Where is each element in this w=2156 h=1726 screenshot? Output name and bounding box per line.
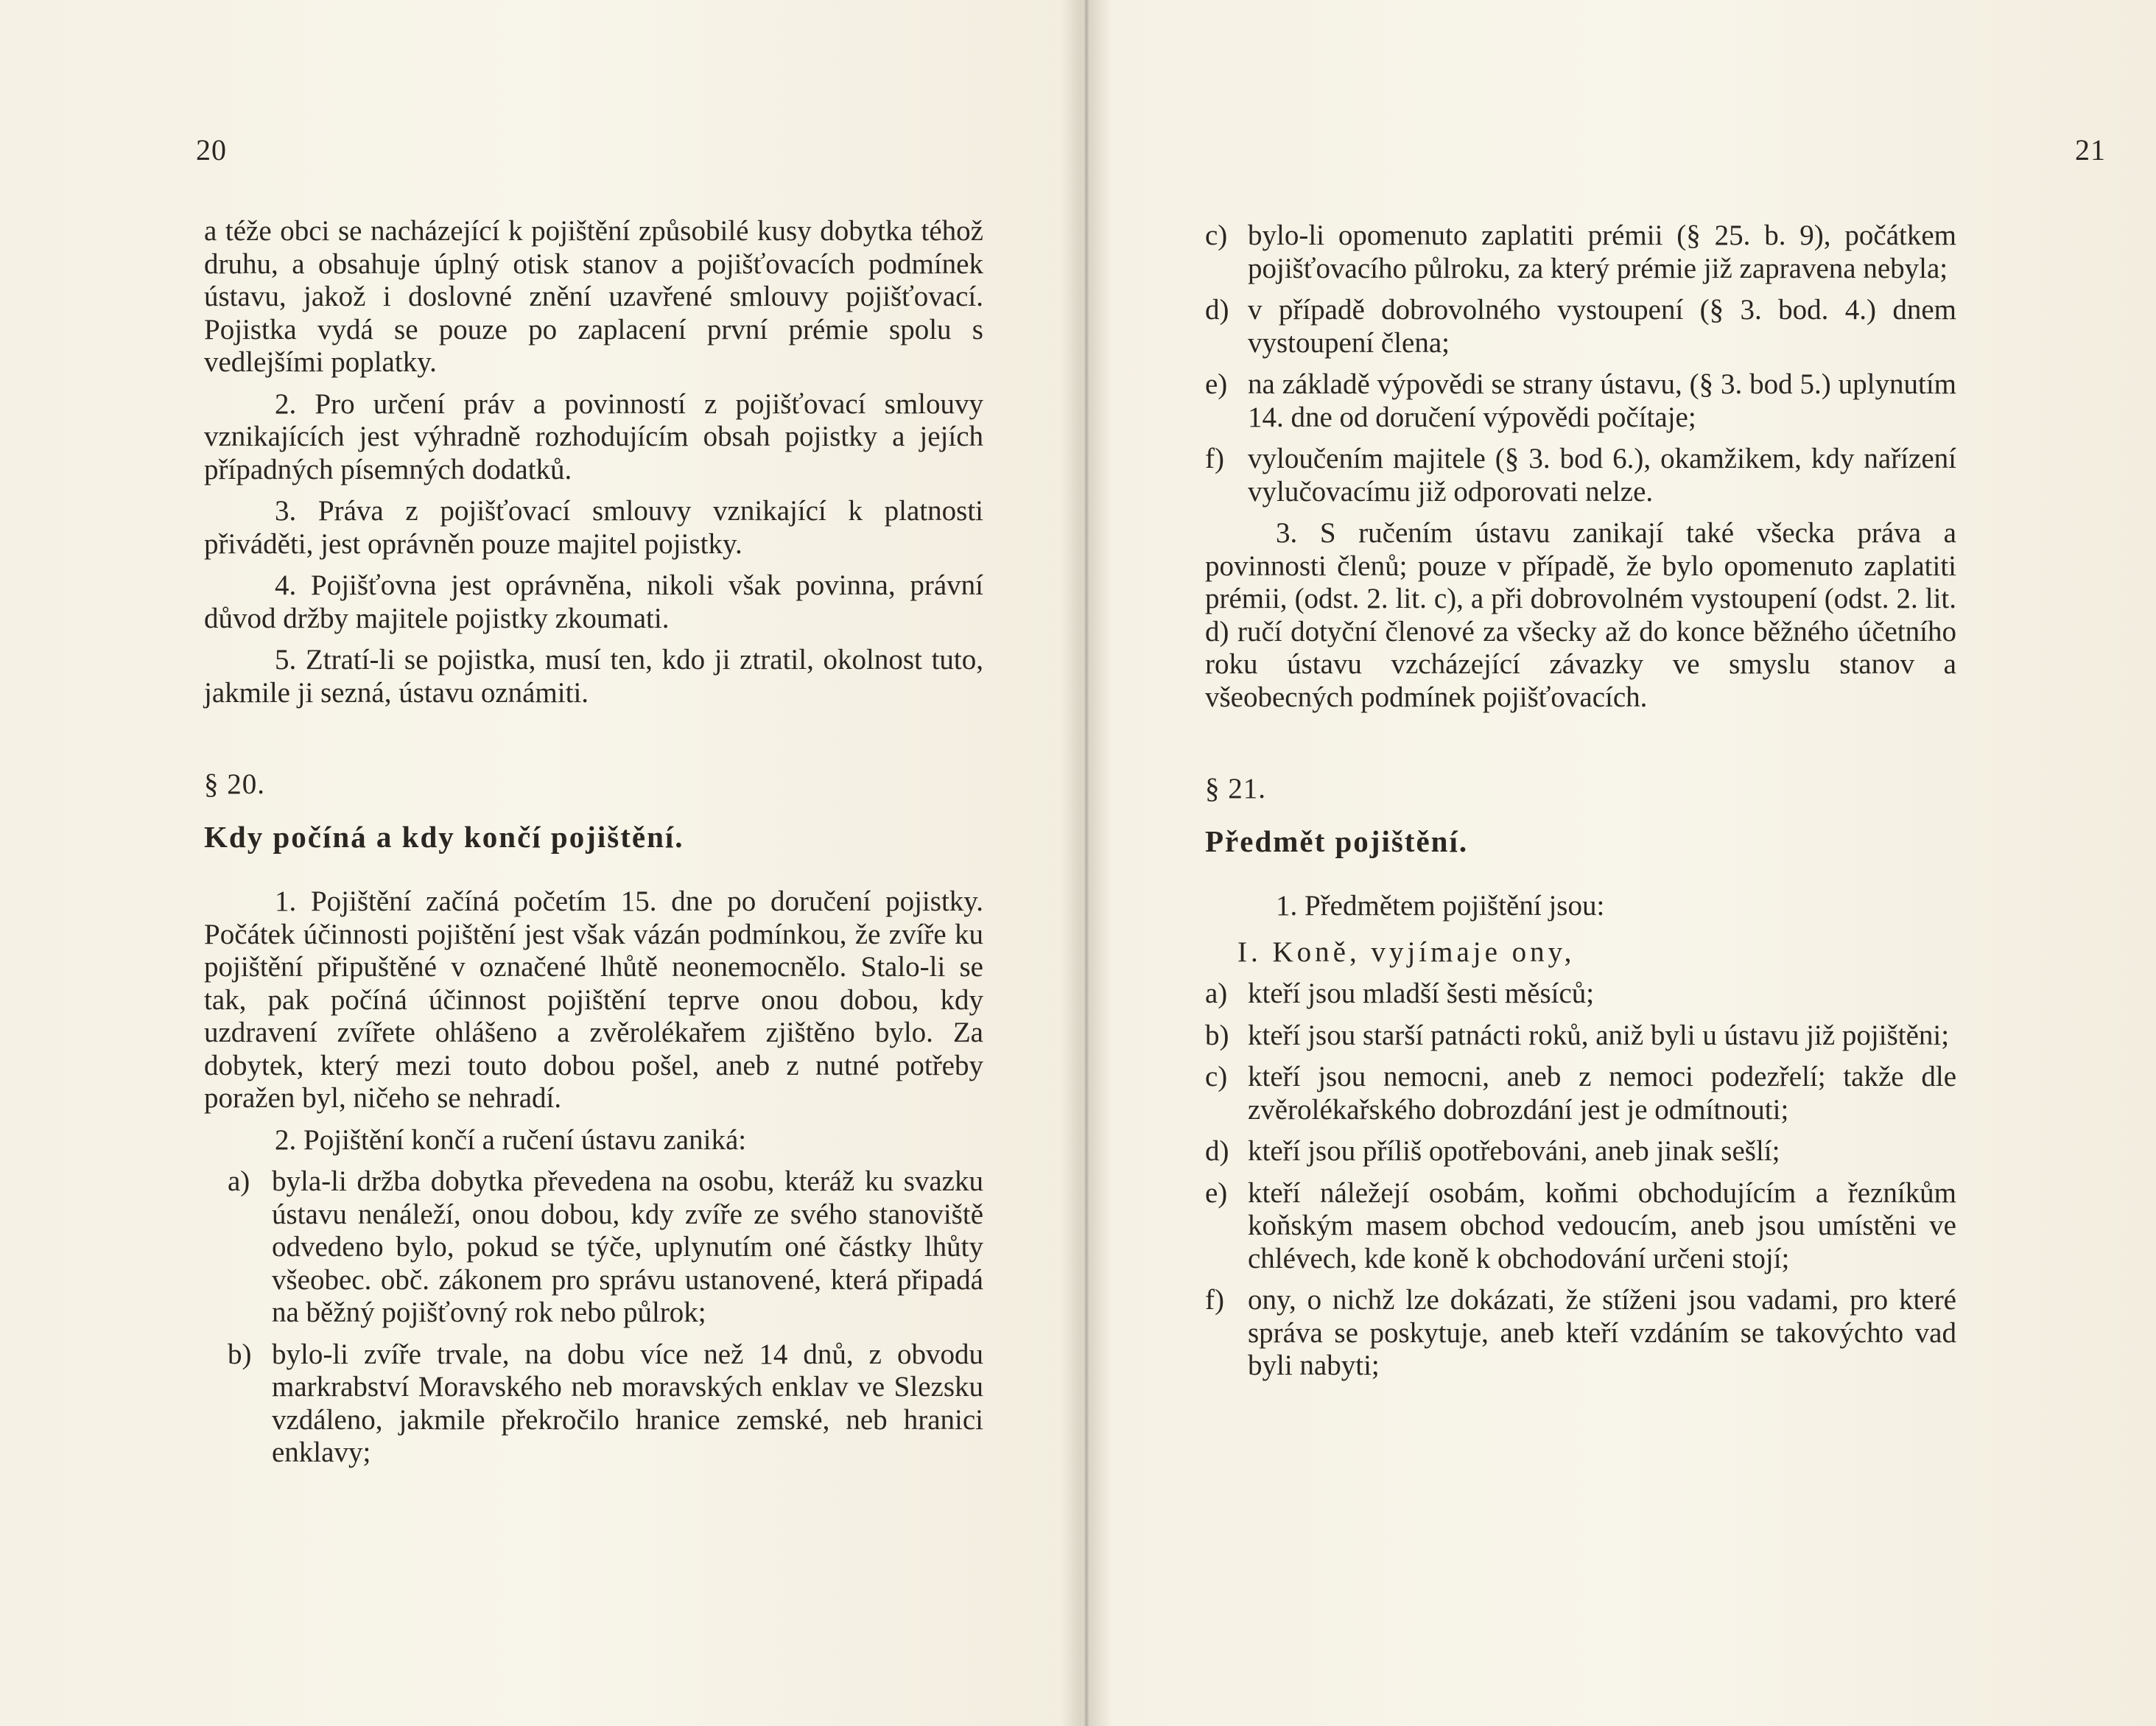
page-number-right: 21 xyxy=(2075,133,2106,166)
list-item xyxy=(1205,1020,1956,1053)
list-marker: a) xyxy=(1205,978,1228,1009)
list-marker: b) xyxy=(228,1338,252,1370)
section-mark-21: § 21. xyxy=(1205,773,1266,804)
page-right xyxy=(1081,0,2156,1726)
paragraph: 1. Předmětem pojištění jsou: xyxy=(1276,890,1605,922)
list-item xyxy=(204,1165,983,1330)
list-marker: e) xyxy=(1205,368,1228,400)
right-body xyxy=(1205,220,1956,1392)
list-text: na základě výpovědi se strany ústavu, (§ 3. bod 5.) uplynutím 14. dne od doručení výpovědi počítaje; xyxy=(1248,368,1956,433)
list-item xyxy=(204,1339,983,1470)
paragraph: a téže obci se nacházející k pojištění způsobilé kusy dobytka téhož druhu, a obsahuje úplný otisk stanov a pojišťovacích podmínek ústavu, jakož i doslovné znění uzavřené smlouvy pojišťovací. Pojistka vydá se pouze po zaplacení první prémie spolu s vedlejšími poplatky. xyxy=(204,215,983,378)
list-text: bylo-li zvíře trvale, na dobu více než 14 dnů, z obvodu markrabství Moravského neb moravských enklav ve Slezsku vzdáleno, jakmile překročilo hranice zemské, neb hranici enklavy; xyxy=(272,1338,983,1468)
list-text: kteří jsou starší patnácti roků, aniž byli u ústavu již pojištěni; xyxy=(1248,1019,1950,1051)
list-marker: c) xyxy=(1205,1061,1228,1092)
left-body xyxy=(204,215,983,1478)
list-item xyxy=(1205,978,1956,1011)
list-text: bylo-li opomenuto zaplatiti prémii (§ 25. b. 9), počátkem pojišťovacího půlroku, za který prémie již zapravena nebyla; xyxy=(1248,220,1956,284)
roman-heading-text: I. Koně, vyjímaje ony, xyxy=(1237,936,1576,968)
list-marker: f) xyxy=(1205,443,1224,474)
paragraph: 5. Ztratí-li se pojistka, musí ten, kdo ji ztratil, okolnost tuto, jakmile ji sezná, ústavu oznámiti. xyxy=(204,644,983,709)
list-item xyxy=(1205,1061,1956,1126)
list-text: ony, o nichž lze dokázati, že stíženi jsou vadami, pro které správa se poskytuje, aneb kteří vzdáním se takovýchto vad byli nabyti; xyxy=(1248,1284,1956,1381)
paragraph: 3. Práva z pojišťovací smlouvy vznikající k platnosti přiváděti, jest oprávněn pouze majitel pojistky. xyxy=(204,495,983,560)
book-gutter xyxy=(1061,0,1112,1726)
list-text: kteří jsou příliš opotřebováni, aneb jinak sešlí; xyxy=(1248,1135,1780,1167)
list-marker: c) xyxy=(1205,220,1228,251)
list-text: kteří jsou mladší šesti měsíců; xyxy=(1248,978,1595,1009)
list-marker: a) xyxy=(228,1165,250,1197)
list-item xyxy=(1205,368,1956,434)
list-item xyxy=(1205,220,1956,285)
list-text: vyloučením majitele (§ 3. bod 6.), okamžikem, kdy nařízení vylučovacímu již odporovati nelze. xyxy=(1248,443,1956,508)
list-marker: d) xyxy=(1205,1135,1229,1167)
page-number-left: 20 xyxy=(196,133,227,166)
section-title-20: Kdy počíná a kdy končí pojištění. xyxy=(204,819,684,854)
paragraph: 2. Pro určení práv a povinností z pojišťovací smlouvy vznikajících jest výhradně rozhodujícím obsah pojistky a jejích případných písemných dodatků. xyxy=(204,387,983,485)
roman-heading xyxy=(1205,936,1956,969)
list-marker: b) xyxy=(1205,1019,1229,1051)
list-marker: e) xyxy=(1205,1176,1228,1209)
list-marker: f) xyxy=(1205,1284,1224,1316)
list-text: v případě dobrovolného vystoupení (§ 3. bod. 4.) dnem vystoupení člena; xyxy=(1248,294,1956,359)
list-item xyxy=(1205,294,1956,359)
paragraph: 2. Pojištění končí a ručení ústavu zaniká: xyxy=(275,1123,747,1156)
paragraph: 1. Pojištění začíná početím 15. dne po doručení pojistky. Počátek účinnosti pojištění jest však vázán podmínkou, že zvíře ku pojištění připuštěné v označené lhůtě neonemocnělo. Stalo-li se tak, pak počíná účinnost pojištění teprve onou dobou, kdy uzdravení zvířete ohlášeno a zvěrolékařem zjištěno bylo. Za dobytek, který mezi touto dobou pošel, aneb z nutné potřeby poražen byl, ničeho se nehradí. xyxy=(204,885,983,1114)
list-text: kteří náležejí osobám, koňmi obchodujícím a řezníkům koňským masem obchod vedoucím, aneb jsou umístěni ve chlévech, kde koně k obchodování určeni stojí; xyxy=(1248,1176,1956,1274)
list-item xyxy=(1205,1135,1956,1168)
list-marker: d) xyxy=(1205,294,1229,326)
list-item xyxy=(1205,1284,1956,1383)
list-text: byla-li držba dobytka převedena na osobu, kteráž ku svazku ústavu nenáleží, onou dobou, kdy zvíře ze svého stanoviště odvedeno bylo, pokud se týče, uplynutím oné částky lhůty všeobec. obč. zákonem pro správu ustanovené, která připadá na běžný pojišťovný rok nebo půlrok; xyxy=(272,1165,983,1328)
section-mark-20: § 20. xyxy=(204,768,265,800)
list-item xyxy=(1205,1177,1956,1276)
list-item xyxy=(1205,443,1956,508)
paragraph: 3. S ručením ústavu zanikají také všecka práva a povinnosti členů; pouze v případě, že bylo opomenuto zaplatiti prémii, (odst. 2. lit. c), a při dobrovolném vystoupení (odst. 2. lit. d) ručí dotyční členové za všecky až do konce běžného účetního roku ústavu vzcházející závazky ve smyslu stanov a všeobecných podmínek pojišťovacích. xyxy=(1205,517,1956,713)
paragraph: 4. Pojišťovna jest oprávněna, nikoli však povinna, právní důvod držby majitele pojistky zkoumati. xyxy=(204,569,983,634)
section-title-21: Předmět pojištění. xyxy=(1205,824,1469,858)
list-text: kteří jsou nemocni, aneb z nemoci podezřelí; takže dle zvěrolékařského dobrozdání jest je odmítnouti; xyxy=(1248,1061,1956,1126)
